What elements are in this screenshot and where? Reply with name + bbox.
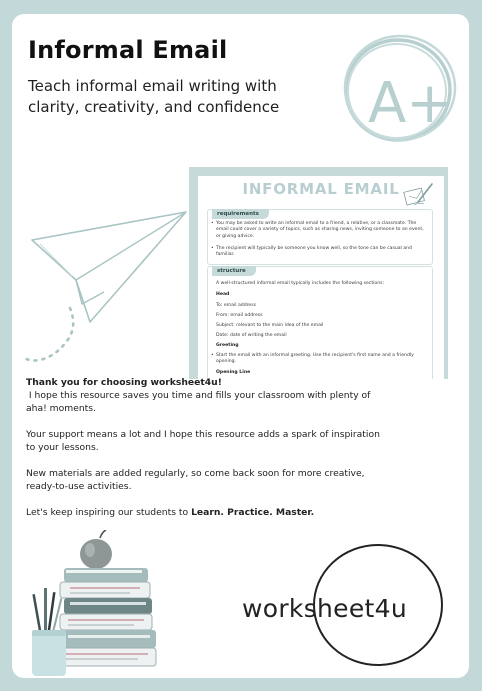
thank-you-message xyxy=(26,376,386,532)
worksheet-preview xyxy=(189,167,448,379)
structure-label: structure xyxy=(212,266,256,276)
requirements-label: requirements xyxy=(212,209,269,219)
structure-opening: Opening Line xyxy=(216,370,251,375)
preview-sheet xyxy=(198,176,444,379)
a-plus-grade-icon xyxy=(338,30,462,146)
closing-paragraph xyxy=(26,506,386,519)
thank-you-heading: Thank you for choosing worksheet4u! xyxy=(26,377,222,388)
structure-head: Head xyxy=(216,292,230,297)
books-apple-illustration xyxy=(20,530,160,678)
message-paragraph xyxy=(26,389,386,415)
preview-title: INFORMAL EMAIL xyxy=(242,180,400,198)
page-title: Informal Email xyxy=(28,36,228,64)
page-subtitle: Teach informal email writing with clarity, creativity, and confidence xyxy=(28,77,280,116)
a-plus-text: A+ xyxy=(368,71,454,136)
requirements-bullet: • You may be asked to write an informal email to a friend, a relative, or a classmate. The email could cover a variety of topics, such as sharing news, inviting someone to an event, or giving advice. xyxy=(216,221,426,240)
paper-plane-icon xyxy=(16,210,206,380)
structure-section xyxy=(207,266,433,379)
page-card xyxy=(12,14,469,678)
requirements-section xyxy=(207,209,433,265)
structure-from: From: email address xyxy=(216,313,263,318)
structure-subject: Subject: relevant to the main idea of the email xyxy=(216,323,324,328)
structure-date: Date: date of writing the email xyxy=(216,333,287,338)
structure-intro: A well-structured informal email typically includes the following sections: xyxy=(216,281,385,286)
structure-to: To: email address xyxy=(216,303,257,308)
brand-logo: worksheet4u xyxy=(242,594,407,623)
pencil-icon xyxy=(402,182,434,208)
structure-greeting-bullet: • Start the email with an informal greeting. Use the recipient's first name and a friendly opening. xyxy=(216,353,426,366)
closing-slogan: Learn. Practice. Master. xyxy=(191,507,315,518)
requirements-bullet: • The recipient will typically be someone you know well, so the tone can be casual and familiar. xyxy=(216,246,426,259)
message-paragraph: Your support means a lot and I hope this resource adds a spark of inspiration to your lessons. xyxy=(26,429,380,453)
message-paragraph-text: I hope this resource saves you time and fills your classroom with plenty of aha! moments. xyxy=(26,390,371,414)
structure-greeting: Greeting xyxy=(216,343,239,348)
closing-prefix: Let's keep inspiring our students to xyxy=(26,507,192,518)
message-paragraph: New materials are added regularly, so come back soon for more creative, ready-to-use activities. xyxy=(26,468,365,492)
